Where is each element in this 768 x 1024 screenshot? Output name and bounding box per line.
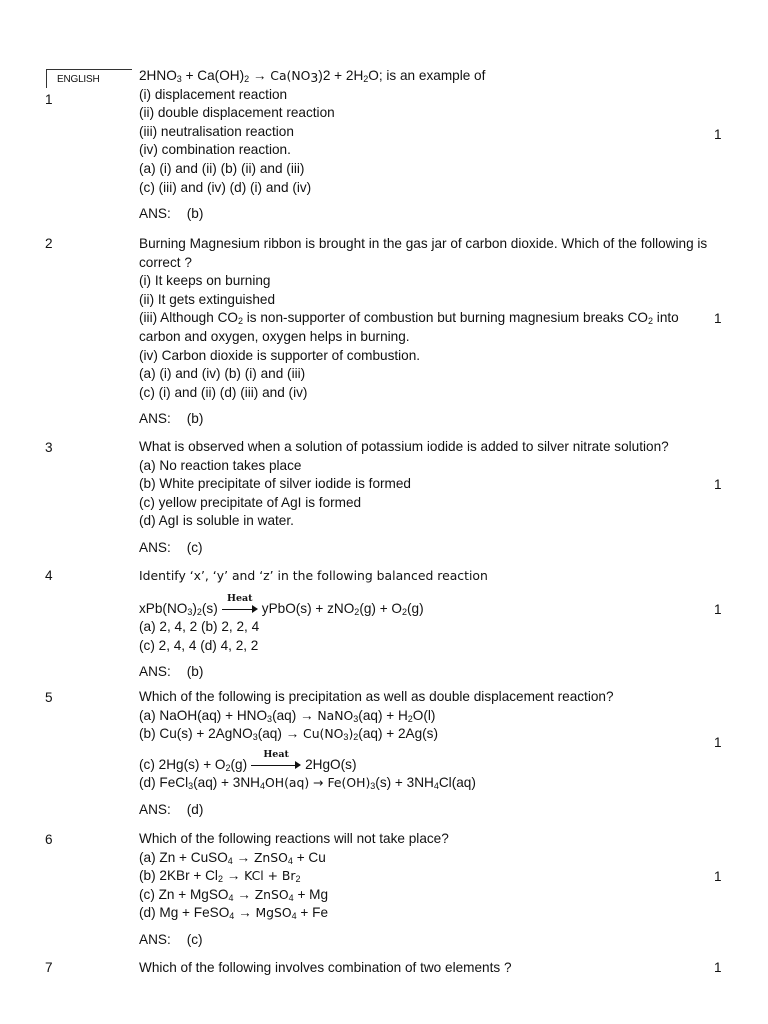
stem-text: + Ca(OH) [181,68,245,83]
option-text: (iii) Although CO [139,310,238,326]
subscript: 4 [291,911,297,922]
question-stem: Which of the following reactions will not take place? [139,831,449,846]
option-text: (d) FeCl [139,775,189,791]
option-text: → [232,849,254,865]
answer-line [139,205,709,224]
subscript: 4 [288,892,294,903]
subscript: 3 [188,781,194,792]
subscript: 3 [176,74,182,84]
option-text: 2HgO(s) [305,756,357,772]
question-6 [139,830,709,950]
subscript: 2 [402,606,408,617]
option-text: O(l) [412,707,436,723]
answer-value: (d) [186,801,204,817]
option-line: (a) 2, 4, 2 (b) 2, 2, 4 [139,619,260,635]
question-marks: 1 [714,869,722,884]
subscript: 4 [287,855,293,866]
option-text: ZnSO [254,886,289,902]
option-text: KCl + Br [244,868,296,884]
option-text: → [234,905,256,921]
subscript: 4 [229,911,235,922]
subject-tag: ENGLISH [46,69,132,88]
question-stem: What is observed when a solution of potassium iodide is added to silver nitrate solution? [139,439,669,454]
subscript: 2 [648,316,654,327]
option-text: (c) 2Hg(s) + O [139,756,226,772]
option-line: (iv) Carbon dioxide is supporter of combustion. [139,347,421,363]
option-text: (aq) → [257,726,304,742]
answer-label: ANS: [139,931,171,947]
answer-label: ANS: [139,801,171,817]
subscript: 2 [225,762,231,773]
option-text: Cu(NO [303,726,344,742]
option-text: (aq) → [272,707,318,723]
equation-text: (g) + O [359,600,402,616]
subscript: 4 [259,781,265,792]
question-5 [139,688,709,820]
question-number: 7 [45,960,53,975]
subscript: 3 [187,606,193,617]
question-number: 3 [45,440,53,455]
option-line: (iv) combination reaction. [139,142,291,158]
answer-label: ANS: [139,664,171,680]
subscript: 3 [310,70,319,85]
option-line [139,725,709,744]
subscript: 2 [217,874,223,885]
option-text: MgSO [255,905,292,921]
subscript: 2 [196,606,202,617]
question-2 [139,235,709,429]
option-text: ) [348,726,354,742]
stem-text: + 2H [330,68,364,83]
option-text: OH(aq) → [265,775,328,791]
option-line [139,309,709,346]
arrow-label: Heat [226,593,253,604]
answer-value: (c) [186,931,203,947]
question-number: 6 [45,832,53,847]
question-stem: Burning Magnesium ribbon is brought in the gas jar of carbon dioxide. Which of the following is correct ? [139,236,708,270]
question-marks: 1 [714,311,722,326]
option-line: (a) (i) and (ii) (b) (ii) and (iii) [139,160,305,176]
subscript: 3 [370,781,376,792]
answer-value: (c) [186,539,203,555]
option-line [139,749,709,775]
question-stem: Which of the following is precipitation as well as double displacement reaction? [139,689,614,704]
option-line [139,774,709,793]
equation-text: (s) [201,600,218,616]
answer-line [139,539,709,558]
subscript: 3 [343,732,349,743]
question-3 [139,438,709,558]
answer-line [139,410,709,429]
option-text: (a) Zn + CuSO [139,849,228,865]
subscript: 2 [353,732,359,743]
option-line [139,849,709,868]
option-text: ZnSO [253,849,288,865]
question-number: 4 [45,568,53,583]
option-line [139,886,709,905]
question-7 [139,959,709,978]
question-4 [139,567,709,682]
subscript: 4 [227,855,233,866]
option-line: (iii) neutralisation reaction [139,123,294,139]
option-line: (b) White precipitate of silver iodide is formed [139,476,411,492]
question-number: 2 [45,236,53,251]
option-text: (d) Mg + FeSO [139,905,230,921]
option-text: + Fe [296,905,329,921]
reaction-arrow-icon [222,593,258,614]
option-text: (g) [230,756,248,772]
question-marks: 1 [714,960,722,975]
option-line: (a) (i) and (iv) (b) (i) and (iii) [139,366,306,382]
subscript: 2 [237,316,243,327]
option-line: (d) AgI is soluble in water. [139,513,294,529]
option-text: (b) Cu(s) + 2AgNO [139,726,253,742]
answer-value: (b) [186,206,204,222]
option-line: (c) yellow precipitate of AgI is formed [139,494,362,510]
option-text: (s) + 3NH [375,775,434,791]
option-line: (ii) double displacement reaction [139,105,335,121]
option-text: into carbon and oxygen, oxygen helps in burning. [139,310,679,344]
subscript: 4 [228,892,234,903]
option-text: (aq) + H [358,707,408,723]
option-text: + Mg [293,886,329,902]
stem-text: → [249,68,271,83]
option-line: (ii) It gets extinguished [139,291,276,307]
option-line: (i) displacement reaction [139,86,288,102]
option-line [139,904,709,923]
question-marks: 1 [714,127,722,142]
question-1 [139,67,709,224]
option-text: NaNO [317,707,354,723]
stem-text: 2HNO [139,68,177,83]
reaction-arrow-icon [251,749,301,770]
subscript: 2 [295,874,301,885]
option-line: (c) 2, 4, 4 (d) 4, 2, 2 [139,637,259,653]
option-line: (c) (iii) and (iv) (d) (i) and (iv) [139,179,312,195]
option-line [139,867,709,886]
subscript: 2 [363,74,369,84]
option-line: (i) It keeps on burning [139,273,271,289]
question-number: 5 [45,690,53,705]
question-marks: 1 [714,602,722,617]
option-text: (b) 2KBr + Cl [139,868,218,884]
option-line: (c) (i) and (ii) (d) (iii) and (iv) [139,384,308,400]
question-marks: 1 [714,735,722,750]
answer-label: ANS: [139,206,171,222]
subscript: 2 [407,713,413,724]
question-stem [139,67,709,86]
option-text: is non-supporter of combustion but burning magnesium breaks CO [243,310,648,326]
answer-label: ANS: [139,411,171,427]
option-text: Fe(OH) [327,775,371,791]
option-text: (c) Zn + MgSO [139,886,229,902]
option-text: (a) NaOH(aq) + HNO [139,707,268,723]
answer-line [139,931,709,950]
option-text: + Cu [292,849,326,865]
equation-text: xPb(NO [139,600,188,616]
subscript: 2 [354,606,360,617]
question-stem: Identify ‘x’, ‘y’ and ‘z’ in the following balanced reaction [139,568,488,583]
arrow-label: Heat [263,749,289,761]
question-stem: Which of the following involves combination of two elements ? [139,960,512,975]
stem-text: O; is an example of [368,68,486,83]
option-text: (aq) + 3NH [193,775,260,791]
subscript: 4 [433,781,439,792]
stem-text: Ca(NO [270,68,311,83]
option-text: → [233,886,255,902]
option-text: Cl(aq) [438,775,476,791]
equation-text: (g) [407,600,424,616]
equation-text: yPbO(s) + zNO [261,600,355,616]
option-text: (aq) + 2Ag(s) [358,726,439,742]
option-line: (a) No reaction takes place [139,457,302,473]
answer-value: (b) [186,664,204,680]
subscript: 3 [267,713,273,724]
answer-line [139,663,709,682]
equation-line [139,593,709,619]
question-number: 1 [45,92,53,107]
option-text: → [222,868,245,884]
option-line [139,707,709,726]
subscript: 3 [353,713,359,724]
answer-label: ANS: [139,539,171,555]
equation-text: ) [192,600,197,616]
stem-text: )2 [318,68,331,83]
subscript: 2 [244,74,250,84]
answer-line [139,801,709,820]
question-marks: 1 [714,477,722,492]
subscript: 3 [252,732,258,743]
answer-value: (b) [186,411,204,427]
